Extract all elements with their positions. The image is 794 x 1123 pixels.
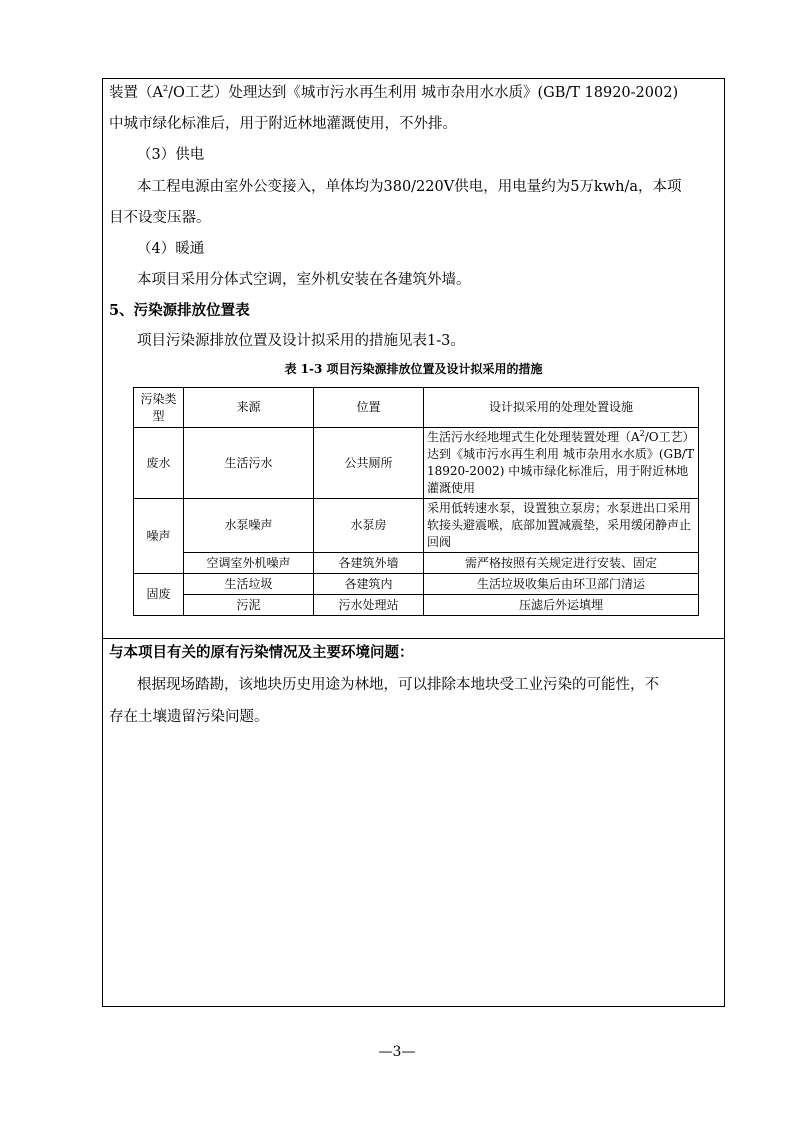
content-frame bbox=[102, 78, 725, 1007]
source-cell: 水泵噪声 bbox=[184, 499, 314, 553]
source-cell: 生活污水 bbox=[184, 428, 314, 499]
section2-text-1: 根据现场踏勘，该地块历史用途为林地，可以排除本地块受工业污染的可能性，不 bbox=[137, 677, 659, 693]
section5-heading: 5、污染源排放位置表 bbox=[109, 302, 250, 319]
header-source: 来源 bbox=[184, 388, 314, 428]
body-line-1: 装置（$A^2/O$工艺）处理达到《城市污水再生利用 城市杂用水水质》(GB/T 18920-2002) bbox=[109, 84, 679, 101]
power-text-1: 本工程电源由室外公变接入，单体均为380/220V供电，用电量约为5万kwh/a，本项 bbox=[137, 179, 682, 195]
hvac-text: 本项目采用分体式空调，室外机安装在各建筑外墙。 bbox=[137, 272, 471, 288]
table-row bbox=[134, 574, 699, 595]
header-type: 污染类型 bbox=[134, 388, 184, 428]
page-number: —3— bbox=[378, 1044, 416, 1060]
source-cell: 生活垃圾 bbox=[184, 574, 314, 595]
measure-cell: 采用低转速水泵，设置独立泵房；水泵进出口采用软接头避震喉，底部加置减震垫，采用缓闭静声止回阀 bbox=[424, 499, 699, 553]
measure-cell: 生活污水经地埋式生化处理装置处理（$A^2/O$工艺）达到《城市污水再生利用 城市杂用水水质》(GB/T 18920-2002) 中城市绿化标准后，用于附近林地灌溉使用 bbox=[424, 428, 699, 499]
section2-heading: 与本项目有关的原有污染情况及主要环境问题： bbox=[109, 644, 414, 661]
location-cell: 各建筑外墙 bbox=[314, 553, 424, 574]
type-cell: 固废 bbox=[134, 574, 184, 616]
measure-cell: 生活垃圾收集后由环卫部门清运 bbox=[424, 574, 699, 595]
type-cell: 噪声 bbox=[134, 499, 184, 574]
table-caption: 表 1-3 项目污染源排放位置及设计拟采用的措施 bbox=[284, 362, 543, 376]
header-measures: 设计拟采用的处理处置设施 bbox=[424, 388, 699, 428]
table-row bbox=[134, 595, 699, 616]
type-cell: 废水 bbox=[134, 428, 184, 499]
location-cell: 各建筑内 bbox=[314, 574, 424, 595]
table-row bbox=[134, 428, 699, 499]
pollution-source-table bbox=[133, 387, 699, 616]
hvac-heading: （4）暖通 bbox=[137, 241, 205, 257]
section5-text: 项目污染源排放位置及设计拟采用的措施见表1-3。 bbox=[137, 333, 465, 349]
location-cell: 水泵房 bbox=[314, 499, 424, 553]
measure-cell: 压滤后外运填埋 bbox=[424, 595, 699, 616]
power-heading: （3）供电 bbox=[137, 147, 205, 163]
header-location: 位置 bbox=[314, 388, 424, 428]
location-cell: 污水处理站 bbox=[314, 595, 424, 616]
location-cell: 公共厕所 bbox=[314, 428, 424, 499]
source-cell: 污泥 bbox=[184, 595, 314, 616]
table-header-row bbox=[134, 388, 699, 428]
table-row bbox=[134, 499, 699, 553]
source-cell: 空调室外机噪声 bbox=[184, 553, 314, 574]
section2-text-2: 存在土壤遗留污染问题。 bbox=[109, 709, 269, 725]
body-line-2: 中城市绿化标准后，用于附近林地灌溉使用，不外排。 bbox=[109, 116, 457, 132]
power-text-2: 目不设变压器。 bbox=[109, 210, 211, 226]
measure-cell: 需严格按照有关规定进行安装、固定 bbox=[424, 553, 699, 574]
table-row bbox=[134, 553, 699, 574]
